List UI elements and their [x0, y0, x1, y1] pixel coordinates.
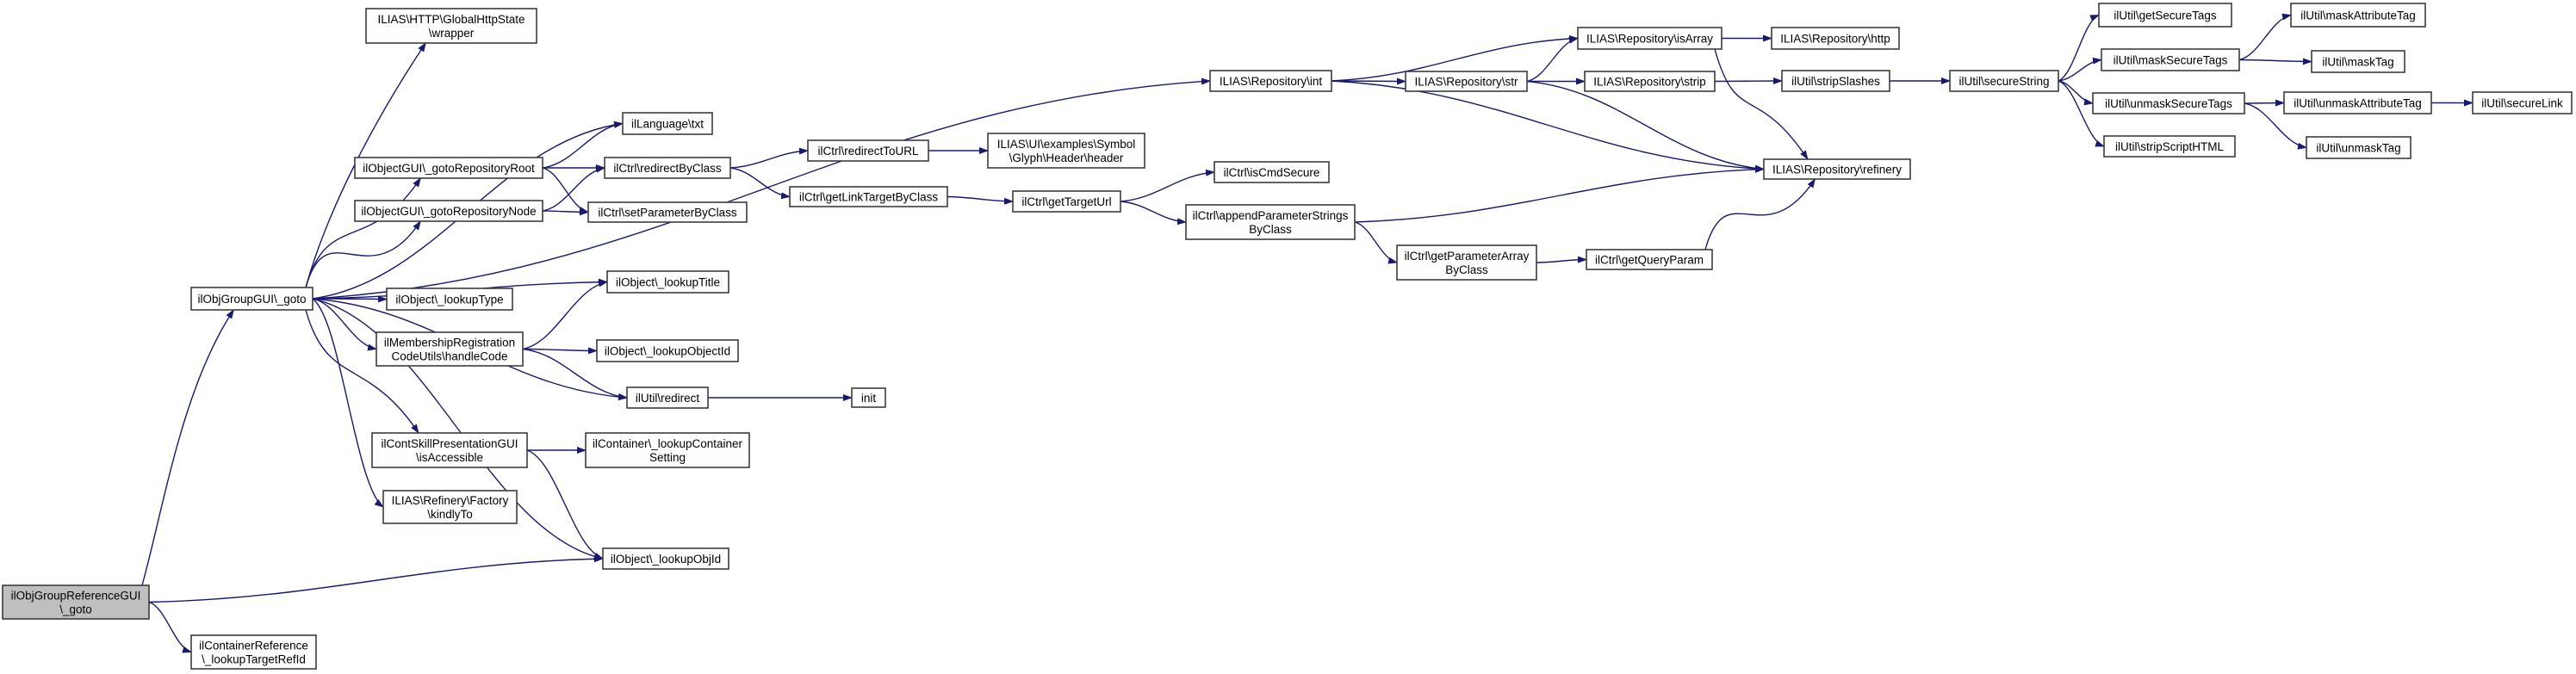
node-gotoRoot[interactable]	[355, 158, 543, 178]
node-label-header: ILIAS\UI\examples\Symbol \Glyph\Header\header	[996, 137, 1136, 164]
node-label-unmaskTag: ilUtil\unmaskTag	[2316, 141, 2401, 155]
edge-secureString-to-maskSecureTags	[2058, 60, 2101, 82]
node-maskTag[interactable]	[2312, 51, 2405, 72]
node-secureLink[interactable]	[2473, 92, 2572, 114]
edge-getParameterArray-to-getQueryParam	[1536, 260, 1586, 263]
node-label-strip: ILIAS\Repository\strip	[1593, 75, 1706, 89]
node-label-unmaskSecureTags: ilUtil\unmaskSecureTags	[2105, 96, 2232, 110]
edge-handleCode-to-lookupTitle	[523, 282, 607, 349]
edge-getTargetUrl-to-appendParams	[1120, 201, 1186, 222]
node-label-getQueryParam: ilCtrl\getQueryParam	[1594, 253, 1704, 267]
node-label-lookupObjectId: ilObject\_lookupObjectId	[604, 344, 731, 358]
node-goto[interactable]	[191, 288, 313, 310]
node-redirectByClass[interactable]	[605, 158, 730, 178]
node-maskAttributeTag[interactable]	[2291, 3, 2425, 27]
node-label-init: init	[860, 391, 877, 405]
node-label-getLinkTargetByClass: ilCtrl\getLinkTargetByClass	[798, 190, 939, 204]
node-label-repoInt: ILIAS\Repository\int	[1219, 74, 1323, 88]
edge-unmaskSecureTags-to-unmaskAttributeTag	[2244, 103, 2284, 104]
node-label-setParameterByClass: ilCtrl\setParameterByClass	[598, 206, 737, 220]
node-label-lookupObjId: ilObject\_lookupObjId	[610, 552, 722, 566]
node-label-getSecureTags: ilUtil\getSecureTags	[2114, 9, 2217, 22]
node-label-getParameterArray: ilCtrl\getParameterArray ByClass	[1404, 249, 1530, 276]
node-lookupObjectId[interactable]	[597, 340, 738, 362]
edge-repoStr-to-isArray	[1527, 39, 1578, 82]
node-label-lookupContainerSetting: ilContainer\_lookupContainer Setting	[592, 436, 743, 464]
node-label-isCmdSecure: ilCtrl\isCmdSecure	[1223, 165, 1320, 179]
edge-getQueryParam-to-refinery	[1705, 179, 1816, 250]
edge-refGoto-to-lookupObjId	[149, 559, 603, 603]
node-repoStr[interactable]	[1406, 71, 1527, 91]
node-getQueryParam[interactable]	[1586, 250, 1712, 269]
node-setParameterByClass[interactable]	[588, 202, 747, 222]
node-http[interactable]	[1772, 28, 1899, 49]
edge-handleCode-to-lookupObjectId	[523, 349, 597, 351]
node-label-handleCode: ilMembershipRegistration CodeUtils\handleCode	[383, 336, 516, 363]
node-label-stripSlashes: ilUtil\stripSlashes	[1791, 74, 1880, 88]
edge-refGoto-to-targetRefId	[149, 603, 191, 652]
edge-goto-to-lookupType	[313, 299, 387, 300]
node-stripSlashes[interactable]	[1782, 71, 1890, 91]
node-lookupTitle[interactable]	[607, 271, 729, 293]
node-label-lookupType: ilObject\_lookupType	[395, 293, 504, 306]
edge-goto-to-repoInt	[313, 81, 1210, 299]
node-lookupContainerSetting[interactable]	[586, 433, 749, 467]
edge-appendParams-to-refinery	[1355, 170, 1764, 223]
node-header[interactable]	[988, 133, 1145, 168]
node-label-secureLink: ilUtil\secureLink	[2481, 96, 2563, 110]
node-unmaskAttributeTag[interactable]	[2284, 92, 2431, 114]
node-redirectToURL[interactable]	[808, 140, 928, 161]
node-gotoNode[interactable]	[355, 201, 543, 221]
edge-isArray-to-refinery	[1715, 49, 1808, 159]
node-label-refGoto: ilObjGroupReferenceGUI \_goto	[10, 589, 141, 616]
node-label-isAccessible: ilContSkillPresentationGUI \isAccessible	[381, 436, 518, 464]
edge-maskSecureTags-to-maskAttributeTag	[2239, 15, 2291, 60]
edge-maskSecureTags-to-maskTag	[2239, 60, 2312, 62]
node-isAccessible[interactable]	[372, 433, 527, 467]
node-label-redirectToURL: ilCtrl\redirectToURL	[817, 144, 919, 158]
node-label-goto: ilObjGroupGUI\_goto	[197, 292, 307, 306]
node-repoInt[interactable]	[1210, 71, 1331, 91]
node-unmaskTag[interactable]	[2306, 137, 2411, 158]
node-label-lookupTitle: ilObject\_lookupTitle	[615, 275, 721, 289]
node-txt[interactable]	[623, 113, 712, 134]
node-label-maskTag: ilUtil\maskTag	[2322, 55, 2394, 69]
node-maskSecureTags[interactable]	[2101, 49, 2239, 71]
node-lookupObjId[interactable]	[603, 548, 729, 569]
node-label-refinery: ILIAS\Repository\refinery	[1772, 163, 1903, 176]
node-label-maskAttributeTag: ilUtil\maskAttributeTag	[2300, 9, 2416, 22]
node-targetRefId[interactable]	[191, 635, 316, 669]
node-label-http: ILIAS\Repository\http	[1780, 32, 1890, 46]
node-label-maskSecureTags: ilUtil\maskSecureTags	[2113, 53, 2228, 67]
edge-strip-to-stripSlashes	[1715, 81, 1782, 82]
node-redirect[interactable]	[627, 387, 708, 408]
node-lookupType[interactable]	[387, 288, 512, 310]
node-label-secureString: ilUtil\secureString	[1958, 74, 2050, 88]
node-label-repoStr: ILIAS\Repository\str	[1414, 75, 1518, 89]
edge-refGoto-to-goto	[142, 310, 233, 585]
node-label-gotoRoot: ilObjectGUI\_gotoRepositoryRoot	[363, 161, 535, 175]
node-isArray[interactable]	[1578, 28, 1722, 49]
edge-redirectByClass-to-redirectToURL	[730, 151, 808, 168]
node-label-kindlyTo: ILIAS\Refinery\Factory \kindlyTo	[391, 493, 509, 521]
node-appendParams[interactable]	[1186, 205, 1355, 239]
node-kindlyTo[interactable]	[383, 491, 517, 523]
node-label-txt: ilLanguage\txt	[630, 117, 705, 131]
edge-goto-to-gotoNode	[306, 221, 420, 288]
node-label-redirect: ilUtil\redirect	[635, 391, 700, 405]
node-label-isArray: ILIAS\Repository\isArray	[1586, 32, 1714, 46]
node-label-getTargetUrl: ilCtrl\getTargetUrl	[1021, 195, 1112, 208]
edge-gotoRoot-to-setParameterByClass	[543, 168, 588, 213]
node-getParameterArray[interactable]	[1397, 245, 1536, 280]
node-init[interactable]	[852, 388, 885, 407]
edge-getTargetUrl-to-isCmdSecure	[1120, 172, 1214, 201]
edge-goto-to-isAccessible	[306, 310, 419, 433]
edge-repoStr-to-refinery	[1527, 82, 1764, 170]
node-label-gotoNode: ilObjectGUI\_gotoRepositoryNode	[361, 204, 537, 218]
node-label-appendParams: ilCtrl\appendParameterStrings ByClass	[1192, 208, 1349, 236]
node-stripScriptHTML[interactable]	[2104, 136, 2235, 157]
node-getSecureTags[interactable]	[2099, 3, 2231, 27]
node-isCmdSecure[interactable]	[1214, 162, 1329, 182]
node-label-unmaskAttributeTag: ilUtil\unmaskAttributeTag	[2294, 96, 2422, 110]
node-unmaskSecureTags[interactable]	[2093, 93, 2244, 114]
node-wrapper[interactable]	[366, 9, 537, 43]
node-getTargetUrl[interactable]	[1013, 191, 1120, 212]
node-strip[interactable]	[1585, 71, 1715, 91]
edge-goto-to-handleCode	[313, 299, 376, 349]
edge-gotoNode-to-setParameterByClass	[543, 211, 588, 213]
node-refGoto[interactable]	[3, 585, 149, 619]
node-label-stripScriptHTML: ilUtil\stripScriptHTML	[2114, 139, 2225, 153]
node-refinery[interactable]	[1764, 159, 1910, 179]
edge-appendParams-to-getParameterArray	[1355, 222, 1397, 263]
edge-repoInt-to-refinery	[1331, 81, 1764, 170]
node-label-redirectByClass: ilCtrl\redirectByClass	[613, 161, 722, 175]
node-getLinkTargetByClass[interactable]	[790, 187, 947, 207]
node-label-wrapper: ILIAS\HTTP\GlobalHttpState \wrapper	[377, 12, 525, 40]
node-label-targetRefId: ilContainerReference \_lookupTargetRefId	[199, 639, 308, 666]
node-secureString[interactable]	[1950, 71, 2058, 91]
edge-goto-to-gotoRoot	[306, 178, 420, 288]
edge-getLinkTargetByClass-to-getTargetUrl	[947, 197, 1013, 202]
node-handleCode[interactable]	[376, 332, 523, 366]
